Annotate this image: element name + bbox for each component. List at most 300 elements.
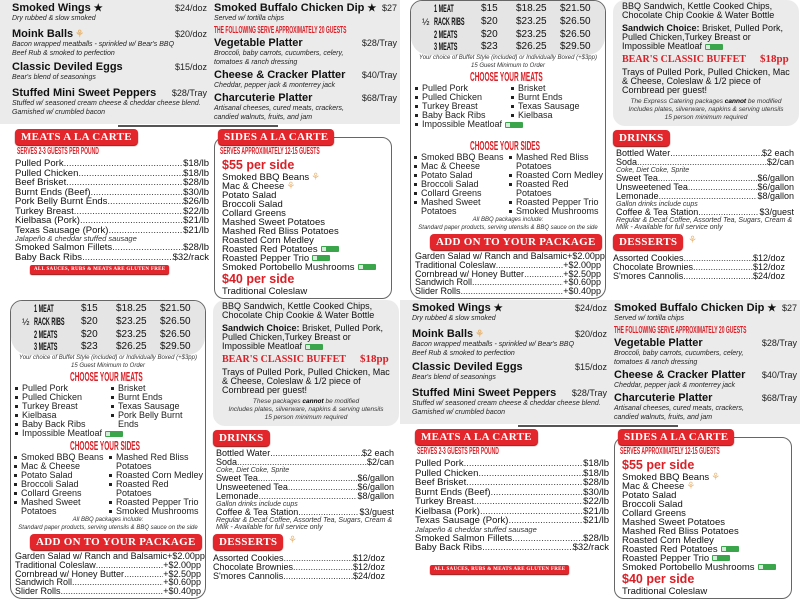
item-name: Kielbasa (Pork) [415,505,480,517]
item-name: Smoked Salmon Fillets [15,242,113,253]
side-name: Mac & Cheese [222,181,285,192]
package-size-label: 2 MEATS [434,28,458,41]
side-name: Collard Greens [622,508,686,519]
list-item-label: Smoked BBQ Beans [21,452,104,462]
drinks-badge: DRINKS [613,130,670,146]
list-item-label: Roasted Red Potatoes [116,479,169,498]
vegan-badge [312,255,330,261]
list-item-label: Impossible Meatloaf [22,428,103,438]
item-name: Sweet Tea [616,173,658,183]
list-item-label: Mac & Cheese [421,161,481,171]
item-name: Sweet Tea [216,473,258,483]
appetizer-description: Artisanal cheeses, cured meats, crackers, candied walnuts, fruits, and jam [214,105,344,121]
item-name: Chocolate Brownies [213,562,294,572]
item-price: $2 each [361,448,394,458]
appetizer-name-row [614,392,797,405]
side-name: Roasted Red Potatoes [622,544,718,555]
item-name: Coffee & Tea Station [216,507,299,517]
price-table-row [422,29,602,41]
appetizer-name-row [214,37,397,50]
drink-note: Regular & Decaf Coffee, Assorted Tea, Sugars, Cream & Milk - Available for full service only [616,217,793,231]
side-name: Roasted Red Potatoes [222,244,318,255]
appetizer-item [614,392,797,422]
leader-dots [472,278,563,287]
item-price: $28/lb [583,477,609,488]
meats-a-la-carte-badge: MEATS A LA CARTE [415,429,538,445]
list-item [110,411,204,429]
package-price: $15 [481,3,498,14]
leader-dots [482,543,573,553]
item-price: +$2.50pp [563,268,601,279]
leader-dots [461,287,564,296]
package-price: $18.25 [116,303,147,314]
list-item-label: Burnt Ends [518,92,563,102]
menu-panel-packages-top-right [400,0,800,300]
sides-subtitle: SERVES APPROXIMATELY 12-15 GUESTS [220,146,320,157]
drinks-list [616,149,794,231]
appetizer-item [12,61,207,83]
list-item-label: Texas Sausage [118,401,180,411]
list-item-label: Brisket [518,83,546,93]
item-price: $21/lb [183,224,209,236]
list-item [508,153,605,171]
item-name: Traditional Coleslaw [415,259,496,270]
menu-panel-appetizers-bottom-right [400,300,800,600]
gluten-free-icon: ⚘ [686,481,696,492]
sides-list-left [13,453,108,516]
list-item-label: Roasted Pepper Trio [116,497,199,507]
package-size-label: 3 MEATS [34,341,58,354]
appetizer-item [214,37,397,67]
item-price: $28/lb [183,242,209,253]
item-price: $21/lb [183,215,209,226]
list-item-label: Smoked BBQ Beans [421,152,504,162]
item-price: $6/gallon [357,473,394,483]
appetizer-description: Bear's blend of seasonings [12,74,96,81]
item-name: Beef Brisket [415,477,467,488]
side-name: Mashed Red Bliss Potatoes [222,226,339,237]
list-item-label: Kielbasa [518,110,553,120]
item-price: +$2.00pp [163,559,201,570]
leader-dots [684,254,753,263]
item-name: Texas Sausage (Pork) [15,224,109,236]
appetizer-name: Cheese & Cracker Platter [214,69,346,81]
sandwich-choice-label: Sandwich Choice: [622,23,700,33]
drink-row [616,208,794,217]
package-includes-note: All BBQ packages include: [72,517,144,523]
sides-list-right [108,453,205,516]
sides-subtitle: SERVES APPROXIMATELY 12-15 GUESTS [620,446,720,457]
item-name: Soda [616,157,638,167]
appetizer-name: Smoked Buffalo Chicken Dip [214,2,365,14]
package-price: $23.25 [516,28,547,40]
package-size-label: RACK RIBS [434,15,465,28]
appetizer-description: Dry rubbed & slow smoked [12,15,96,22]
express-note: Includes plates, silverware, napkins & serving utensils [628,106,784,113]
side-name: Smoked BBQ Beans [222,172,310,183]
sides-tier1-label: $55 per side [222,158,295,172]
item-name: Soda [216,457,238,467]
appetizer-price: $15/doz [174,62,207,72]
item-name: Burnt Ends (Beef) [15,186,91,198]
menu-panel-appetizers-top-left [0,0,400,300]
side-name: Potato Salad [622,490,677,501]
item-name: Cornbread w/ Honey Butter [15,568,125,579]
item-price: $12/doz [752,253,785,263]
gluten-free-icon: ⚘ [475,329,485,340]
leader-dots [82,253,173,263]
appetizer-price: $40/Tray [361,70,397,80]
item-name: Texas Sausage (Pork) [415,515,509,526]
item-name: Sandwich Roll [415,277,473,288]
item-price: $6/gallon [357,482,394,492]
addon-row [15,587,201,596]
package-price: $15 [81,303,98,314]
package-size-label: 3 MEATS [434,41,458,54]
appetizer-item [412,302,607,324]
item-name: Chocolate Brownies [613,262,694,272]
appetizer-name-row [614,302,797,315]
item-price: +$2.00pp [567,251,605,261]
gluten-free-icon: ⚘ [688,235,697,246]
leader-dots [237,458,367,467]
gluten-free-icon: ⚘ [311,172,321,183]
price-table-row [22,303,202,315]
list-item-label: Turkey Breast [422,101,478,111]
list-item-label: Smoked Mushrooms [116,506,199,516]
leader-dots [698,208,759,217]
desserts-list [213,554,385,581]
item-price: $2/can [766,157,794,167]
item-price: $18/lb [583,467,609,479]
package-includes-note: All BBQ packages include: [472,217,544,223]
dessert-row [213,572,385,581]
package-price: $23 [81,341,98,353]
drink-note: Regular & Decaf Coffee, Assorted Tea, Sugars, Cream & Milk - Available for full service only [216,517,393,531]
package-size-label: 1 MEAT [34,303,54,315]
package-price: $23.25 [116,328,147,340]
appetizer-description: Served w/ tortilla chips [614,315,685,322]
leader-dots [284,554,353,563]
appetizer-name: Stuffed Mini Sweet Peppers [12,87,157,99]
leader-dots [693,263,753,272]
package-note: 15 Guest Minimum to Order [70,362,146,369]
express-top-text: BBQ Sandwich, Kettle Cooked Chips, Chocolate Chip Cookie & Water Bottle [222,301,375,320]
appetizer-description: Broccoli, baby carrots, cucumbers, celery, tomatoes & ranch dressing [214,50,344,66]
gluten-free-icon: ⚘ [711,472,721,483]
buffet-title: BEAR'S CLASSIC BUFFET [622,54,746,65]
vegan-badge [758,564,776,570]
package-price: $20 [481,15,498,27]
appetizer-name: Smoked Buffalo Chicken Dip [614,302,765,314]
item-price: +$0.40pp [563,286,601,297]
list-item [108,453,205,471]
side-name: Mashed Sweet Potatoes [222,217,325,228]
item-name: Pulled Pork [415,458,464,469]
item-name: Turkey Breast [415,496,474,507]
sides-list-right [508,153,605,216]
vegan-badge [305,344,323,350]
package-size-label: 1 MEAT [434,3,454,15]
sides-a-la-carte-badge: SIDES A LA CARTE [618,429,734,445]
choose-sides-heading: CHOOSE YOUR SIDES [470,138,540,153]
appetizer-description: Served w/ tortilla chips [214,15,285,22]
list-item [13,498,108,516]
leader-dots [74,207,183,217]
sandwich-choice [222,324,394,351]
package-modify-note [613,98,799,106]
appetizer-name-row [412,328,607,341]
drink-note: Coke, Diet Coke, Sprite [616,167,690,174]
meats-price-list [15,159,209,262]
appetizer-price: $28/Tray [171,88,207,98]
dessert-row [613,272,785,281]
note-bold: cannot [724,98,747,105]
meats-subtitle: SERVES 2-3 GUESTS PER POUND [17,146,99,157]
sides-tier2-label: $40 per side [222,272,295,286]
package-price: $26.25 [116,341,147,353]
drink-row [616,158,794,167]
express-note: Includes plates, silverware, napkins & serving utensils [228,406,384,413]
star-icon: ★ [93,3,103,14]
item-price: $2 each [761,148,794,158]
drink-row [216,458,394,467]
buffet-price: $18pp [360,353,389,365]
list-item-label: Mashed Sweet Potatoes [21,497,81,516]
vegan-badge [721,546,739,552]
item-price: $12/doz [352,553,385,563]
side-name: Mac & Cheese [622,481,685,492]
appetizer-name-wrap [412,328,484,341]
item-name: Burnt Ends (Beef) [415,486,491,498]
list-item-label: Turkey Breast [22,401,78,411]
sides-tier1-label: $55 per side [622,458,695,472]
item-price: $21/lb [583,515,609,526]
side-name: Smoked BBQ Beans [622,472,710,483]
side-name: Roasted Pepper Trio [222,253,310,264]
item-name: S'mores Cannolis [213,571,284,581]
leader-dots [637,158,767,167]
package-price: $29.50 [160,341,191,353]
price-table-row [22,316,202,328]
list-item-label: Potato Salad [421,170,473,180]
appetizer-name: Classic Deviled Eggs [12,61,123,73]
list-item-label: Pulled Pork [22,383,69,393]
package-price: $20 [481,28,498,40]
appetizer-description: Cheddar, pepper jack & monterrey jack [614,382,736,389]
drink-row [216,508,394,517]
meats-price-list [415,459,609,553]
appetizer-name-wrap [12,61,123,74]
appetizer-item [12,87,207,117]
meats-list-left [14,384,108,438]
appetizer-item [614,302,797,324]
addon-list [15,551,205,597]
list-item-label: Roasted Red Potatoes [516,179,569,198]
gluten-free-icon: ⚘ [288,535,297,546]
list-item-label: Baby Back Ribs [422,110,486,120]
sandwich-choice-label: Sandwich Choice: [222,323,300,333]
list-item-label: Broccoli Salad [421,179,479,189]
item-price: $18/lb [183,158,209,169]
item-name: Unsweetened Tea [616,182,688,192]
gluten-free-badge: ALL SAUCES, RUBS & MEATS ARE GLUTEN FREE [430,565,569,574]
express-top-text: BBQ Sandwich, Kettle Cooked Chips, Chocolate Chip Cookie & Water Bottle [622,1,775,20]
package-includes-note: Standard paper products, serving utensils & BBQ sauce on the side [418,224,598,231]
list-item-label: Roasted Pepper Trio [516,197,599,207]
addon-list [415,251,605,297]
vegan-badge [705,44,723,50]
desserts-badge: DESSERTS [213,534,283,550]
appetizer-name: Smoked Wings [412,302,491,314]
side-name: Roasted Pepper Trio [622,553,710,564]
leader-dots [64,159,184,169]
list-item-label: Potato Salad [21,470,73,480]
item-price: $12/doz [352,562,385,572]
list-item-label: Pulled Chicken [22,392,83,402]
price-table-row [22,341,202,353]
item-name: Assorted Cookies [613,253,684,263]
drinks-badge: DRINKS [213,430,270,446]
side-name: Smoked Portobello Mushrooms [222,262,355,273]
meats-list-right [510,84,604,120]
drink-row [616,192,794,201]
item-name: Smoked Salmon Fillets [415,532,513,544]
side-item: Traditional Coleslaw [622,586,708,597]
sandwich-choice [622,24,794,51]
package-price: $23.25 [116,315,147,327]
item-name: Bottled Water [216,448,271,458]
item-price: +$0.60pp [563,277,601,288]
choose-meats-heading: CHOOSE YOUR MEATS [470,69,543,84]
gluten-free-icon: ⚘ [75,29,85,40]
drink-note: Gallon drinks include cups [216,501,298,508]
divider [118,125,278,127]
item-price: $30/lb [583,486,609,498]
appetizer-name: Classic Deviled Eggs [412,361,523,373]
drink-note: Gallon drinks include cups [616,201,698,208]
appetizer-item [12,2,207,24]
appetizer-price: $28/Tray [361,38,397,48]
side-item [222,263,376,272]
leader-dots [78,169,183,179]
item-price: +$2.00pp [563,259,601,270]
item-name: Cornbread w/ Honey Butter [415,268,525,279]
item-price: $24/doz [352,571,385,581]
item-price: $32/rack [172,251,209,263]
appetizer-name-wrap [412,387,556,400]
appetizer-name-row [12,61,207,74]
leader-dots [659,192,758,201]
item-price: $32/rack [572,542,609,553]
appetizer-name-wrap [12,28,84,41]
package-price: $21.50 [160,303,191,314]
appetizer-item [412,387,607,417]
leader-dots [61,587,164,596]
side-name: Collard Greens [222,208,286,219]
item-name: Bottled Water [616,148,671,158]
appetizer-name-wrap [614,302,776,315]
leader-dots [683,272,753,281]
express-note: 15 person minimum required [664,114,748,121]
appetizer-name-wrap [412,302,503,315]
item-price: $28/lb [583,532,609,544]
appetizer-name: Vegetable Platter [614,337,703,349]
package-price: $20 [81,328,98,340]
meat-note: Jalapeño & cheddar stuffed sausage [415,524,537,534]
side-name: Roasted Corn Medley [622,535,714,546]
appetizer-item [412,361,607,383]
addon-row [415,287,601,296]
package-modify-note [213,398,399,406]
list-item [413,198,508,216]
choose-sides-heading: CHOOSE YOUR SIDES [70,438,140,453]
package-price: $23.25 [516,15,547,27]
buffet-description: Trays of Pulled Pork, Pulled Chicken, Mac & Cheese, Coleslaw & 1/2 piece of Cornbread per guest! [622,67,790,95]
serve-note: THE FOLLOWING SERVE APPROXIMATELY 20 GUESTS [214,25,347,36]
sandwich-choice-text: Brisket, Pulled Pork, Pulled Chicken,Turkey Breast or Impossible Meatloaf [222,323,384,351]
appetizer-price: $20/doz [574,329,607,339]
appetizer-description: Bacon wrapped meatballs - sprinkled w/ Bear's BBQ Beef Rub & smoked to perfection [12,41,175,57]
appetizer-price: $24/doz [574,303,607,313]
item-price: $8/gallon [357,491,394,501]
list-item-label: Broccoli Salad [21,479,79,489]
vegan-badge [105,431,123,437]
appetizer-name-row [614,337,797,350]
appetizer-description: Dry rubbed & slow smoked [412,315,496,322]
appetizer-price: $27 [781,303,797,313]
item-name: Pulled Chicken [415,467,479,479]
price-table-row [422,3,602,15]
item-name: Garden Salad w/ Ranch and Balsamic [415,251,568,261]
note-prefix: The Express Catering packages [630,98,725,105]
item-name: Pulled Chicken [15,167,79,179]
item-price: $22/lb [583,496,609,507]
item-name: Baby Back Ribs [15,251,83,263]
drinks-list [216,449,394,531]
price-table-row [422,16,602,28]
list-item-label: Collard Greens [21,488,82,498]
appetizer-name: Vegetable Platter [214,37,303,49]
star-icon: ★ [493,303,503,314]
list-item [414,120,508,129]
package-size-label: RACK RIBS [34,315,65,328]
choose-meats-heading: CHOOSE YOUR MEATS [70,369,143,384]
appetizer-name-row [214,2,397,15]
side-item [622,563,776,572]
package-price: $23 [481,41,498,53]
desserts-list [613,254,785,281]
side-item: Traditional Coleslaw [222,286,308,297]
leader-dots [124,570,163,579]
package-price: $20 [81,315,98,327]
item-name: Pulled Pork [15,158,64,169]
leader-dots [474,497,583,507]
appetizer-item [614,337,797,367]
list-item [108,507,205,516]
drink-note: Coke, Diet Coke, Sprite [216,467,290,474]
vegan-badge [321,246,339,252]
list-item-label: Pork Belly Burnt Ends [118,410,183,429]
leader-dots [670,149,762,158]
list-item-label: Burnt Ends [118,392,163,402]
appetizer-price: $27 [381,3,397,13]
item-price: $6/gallon [757,173,794,183]
list-item-label: Collard Greens [421,188,482,198]
meats-list-right [110,384,204,429]
item-name: Assorted Cookies [213,553,284,563]
appetizer-price: $20/doz [174,29,207,39]
